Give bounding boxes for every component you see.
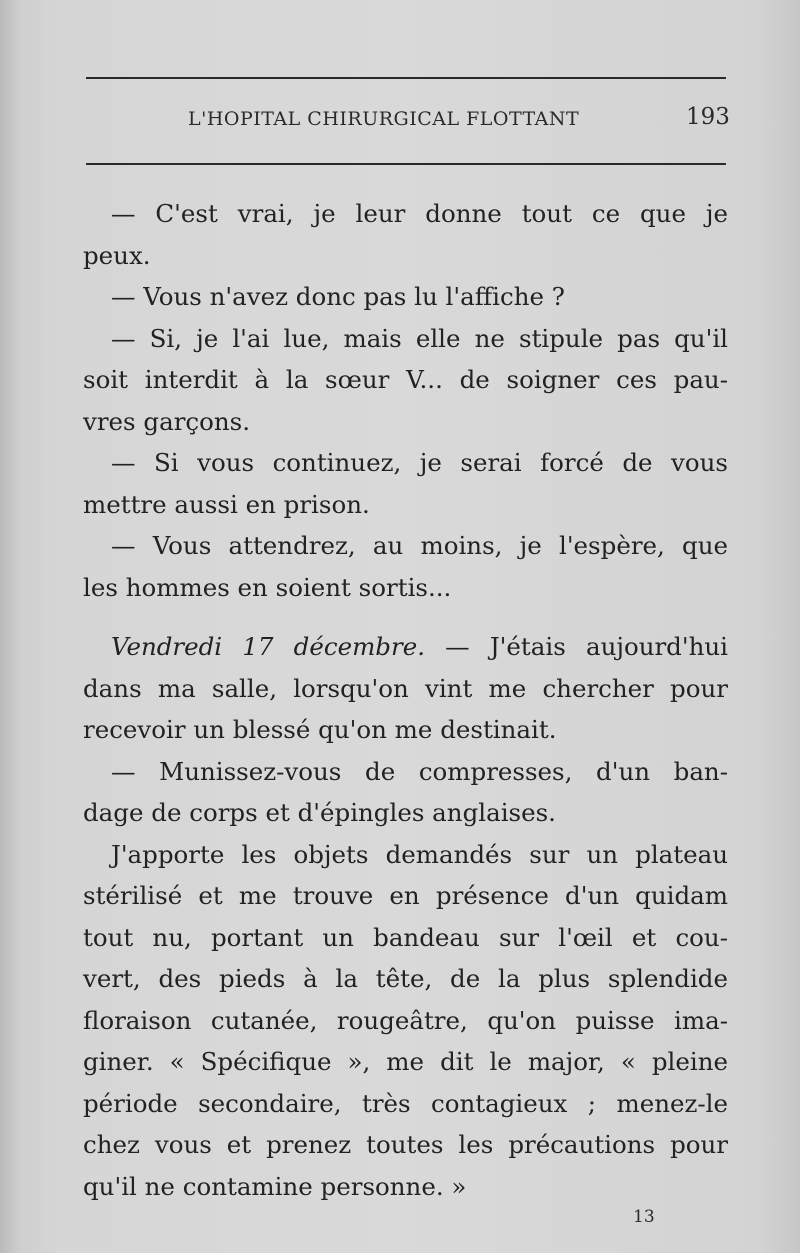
text-line: — Munissez-vous de compresses, d'un ban- (111, 756, 728, 786)
text-line (83, 626, 728, 668)
text-line: — Si, je l'ai lue, mais elle ne stipule pas qu'il (111, 323, 728, 353)
text-line: tout nu, portant un bandeau sur l'œil et cou- (83, 922, 728, 952)
header-bottom-rule (86, 163, 726, 165)
page-number: 193 (686, 104, 730, 130)
text-span: — J'étais aujourd'hui (425, 632, 728, 661)
body-text (83, 193, 728, 1207)
text-line: dage de corps et d'épingles anglaises. (83, 798, 556, 827)
paragraph-gap (83, 608, 728, 626)
text-line: période secondaire, très contagieux ; menez-le (83, 1088, 728, 1118)
text-line: — C'est vrai, je leur donne tout ce que je (111, 199, 728, 228)
signature-mark: 13 (633, 1207, 655, 1227)
text-line: soit interdit à la sœur V... de soigner ces pau- (83, 365, 728, 394)
text-line: chez vous et prenez toutes les précautions pour (83, 1130, 728, 1159)
text-line: les hommes en soient sortis... (83, 572, 452, 602)
text-line: — Vous n'avez donc pas lu l'affiche ? (111, 282, 565, 311)
running-header-title: L'HOPITAL CHIRURGICAL FLOTTANT (188, 108, 580, 130)
text-line: J'apporte les objets demandés sur un plateau (111, 839, 728, 869)
text-line: vres garçons. (83, 406, 251, 436)
header-top-rule (86, 77, 726, 79)
text-line: giner. « Spécifique », me dit le major, « pleine (83, 1047, 728, 1076)
text-line: — Vous attendrez, au moins, je l'espère, que (111, 531, 728, 560)
text-line: floraison cutanée, rougeâtre, qu'on puisse ima- (83, 1005, 728, 1035)
text-line: recevoir un blessé qu'on me destinait. (83, 715, 557, 744)
text-line: vert, des pieds à la tête, de la plus splendide (83, 964, 728, 993)
text-line: mettre aussi en prison. (83, 489, 370, 519)
text-line: dans ma salle, lorsqu'on vint me chercher pour (83, 673, 728, 703)
text-line: peux. (83, 240, 151, 270)
text-line: qu'il ne contamine personne. » (83, 1171, 467, 1201)
text-line: — Si vous continuez, je serai forcé de vous (111, 448, 728, 477)
dated-entry-heading: Vendredi 17 décembre. (111, 632, 425, 661)
text-line: stérilisé et me trouve en présence d'un quidam (83, 881, 728, 910)
